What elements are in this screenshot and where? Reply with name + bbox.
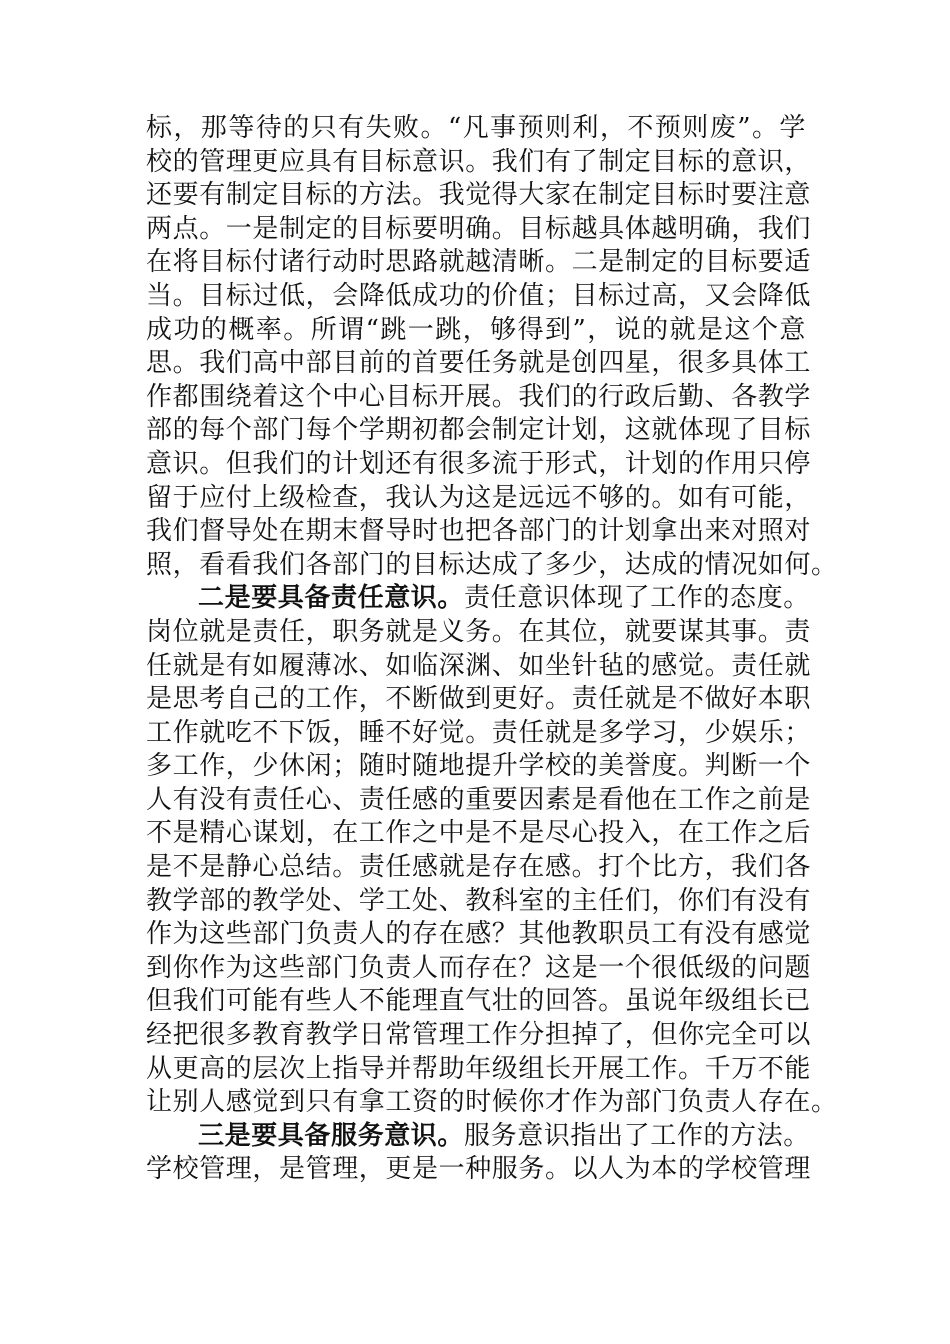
paragraph-service-awareness [146, 1120, 812, 1187]
text-line: 两点。一是制定的目标要明确。目标越具体越明确，我们 [146, 213, 812, 244]
text-line: 多工作，少休闲；随时随地提升学校的美誉度。判断一个 [146, 751, 812, 782]
text-line: 校的管理更应具有目标意识。我们有了制定目标的意识， [146, 146, 812, 177]
text-line: 是不是静心总结。责任感就是存在感。打个比方，我们各 [146, 852, 812, 883]
text-line: 让别人感觉到只有拿工资的时候你才作为部门负责人存在。 [146, 1087, 838, 1118]
paragraph-heading: 三是要具备服务意识。 [198, 1120, 465, 1151]
paragraph-first-line-text: 责任意识体现了工作的态度。 [464, 583, 810, 614]
text-line: 任就是有如履薄冰、如临深渊、如坐针毡的感觉。责任就 [146, 650, 812, 681]
text-line: 不是精心谋划，在工作之中是不是尽心投入，在工作之后 [146, 818, 812, 849]
text-line: 作为这些部门负责人的存在感？其他教职员工有没有感觉 [146, 919, 812, 950]
text-line: 教学部的教学处、学工处、教科室的主任们，你们有没有 [146, 885, 812, 916]
document-body [146, 112, 838, 1187]
paragraph-goal-awareness [146, 112, 838, 582]
text-line: 但我们可能有些人不能理直气壮的回答。虽说年级组长已 [146, 986, 812, 1017]
text-line: 当。目标过低，会降低成功的价值；目标过高，又会降低 [146, 280, 812, 311]
text-line: 意识。但我们的计划还有很多流于形式，计划的作用只停 [146, 448, 812, 479]
text-line: 部的每个部门每个学期初都会制定计划，这就体现了目标 [146, 415, 812, 446]
text-line: 人有没有责任心、责任感的重要因素是看他在工作之前是 [146, 784, 812, 815]
text-line: 成功的概率。所谓“跳一跳，够得到”，说的就是这个意 [146, 314, 806, 345]
text-line: 经把很多教育教学日常管理工作分担掉了，但你完全可以 [146, 1020, 812, 1051]
paragraph-heading: 二是要具备责任意识。 [198, 583, 465, 614]
text-line: 我们督导处在期末督导时也把各部门的计划拿出来对照对 [146, 516, 812, 547]
paragraph-responsibility-awareness [146, 582, 838, 1120]
paragraph-first-line [146, 582, 810, 616]
text-line: 思。我们高中部目前的首要任务就是创四星，很多具体工 [146, 348, 812, 379]
paragraph-first-line [146, 1120, 810, 1154]
text-line: 是思考自己的工作，不断做到更好。责任就是不做好本职 [146, 684, 812, 715]
text-line: 留于应付上级检查，我认为这是远远不够的。如有可能， [146, 482, 812, 513]
text-line: 作都围绕着这个中心目标开展。我们的行政后勤、各教学 [146, 381, 812, 412]
text-line: 从更高的层次上指导并帮助年级组长开展工作。千万不能 [146, 1053, 812, 1084]
text-line: 照，看看我们各部门的目标达成了多少，达成的情况如何。 [146, 549, 838, 580]
text-line: 标，那等待的只有失败。“凡事预则利，不预则废”。学 [146, 113, 806, 143]
text-line: 到你作为这些部门负责人而存在？这是一个很低级的问题 [146, 952, 812, 983]
text-line: 岗位就是责任，职务就是义务。在其位，就要谋其事。责 [146, 616, 812, 647]
paragraph-first-line-text: 服务意识指出了工作的方法。 [464, 1120, 810, 1151]
text-line: 学校管理，是管理，更是一种服务。以人为本的学校管理 [146, 1154, 812, 1185]
text-line: 在将目标付诸行动时思路就越清晰。二是制定的目标要适 [146, 247, 812, 278]
text-line: 工作就吃不下饭，睡不好觉。责任就是多学习，少娱乐； [146, 717, 812, 748]
text-line: 还要有制定目标的方法。我觉得大家在制定目标时要注意 [146, 180, 812, 211]
